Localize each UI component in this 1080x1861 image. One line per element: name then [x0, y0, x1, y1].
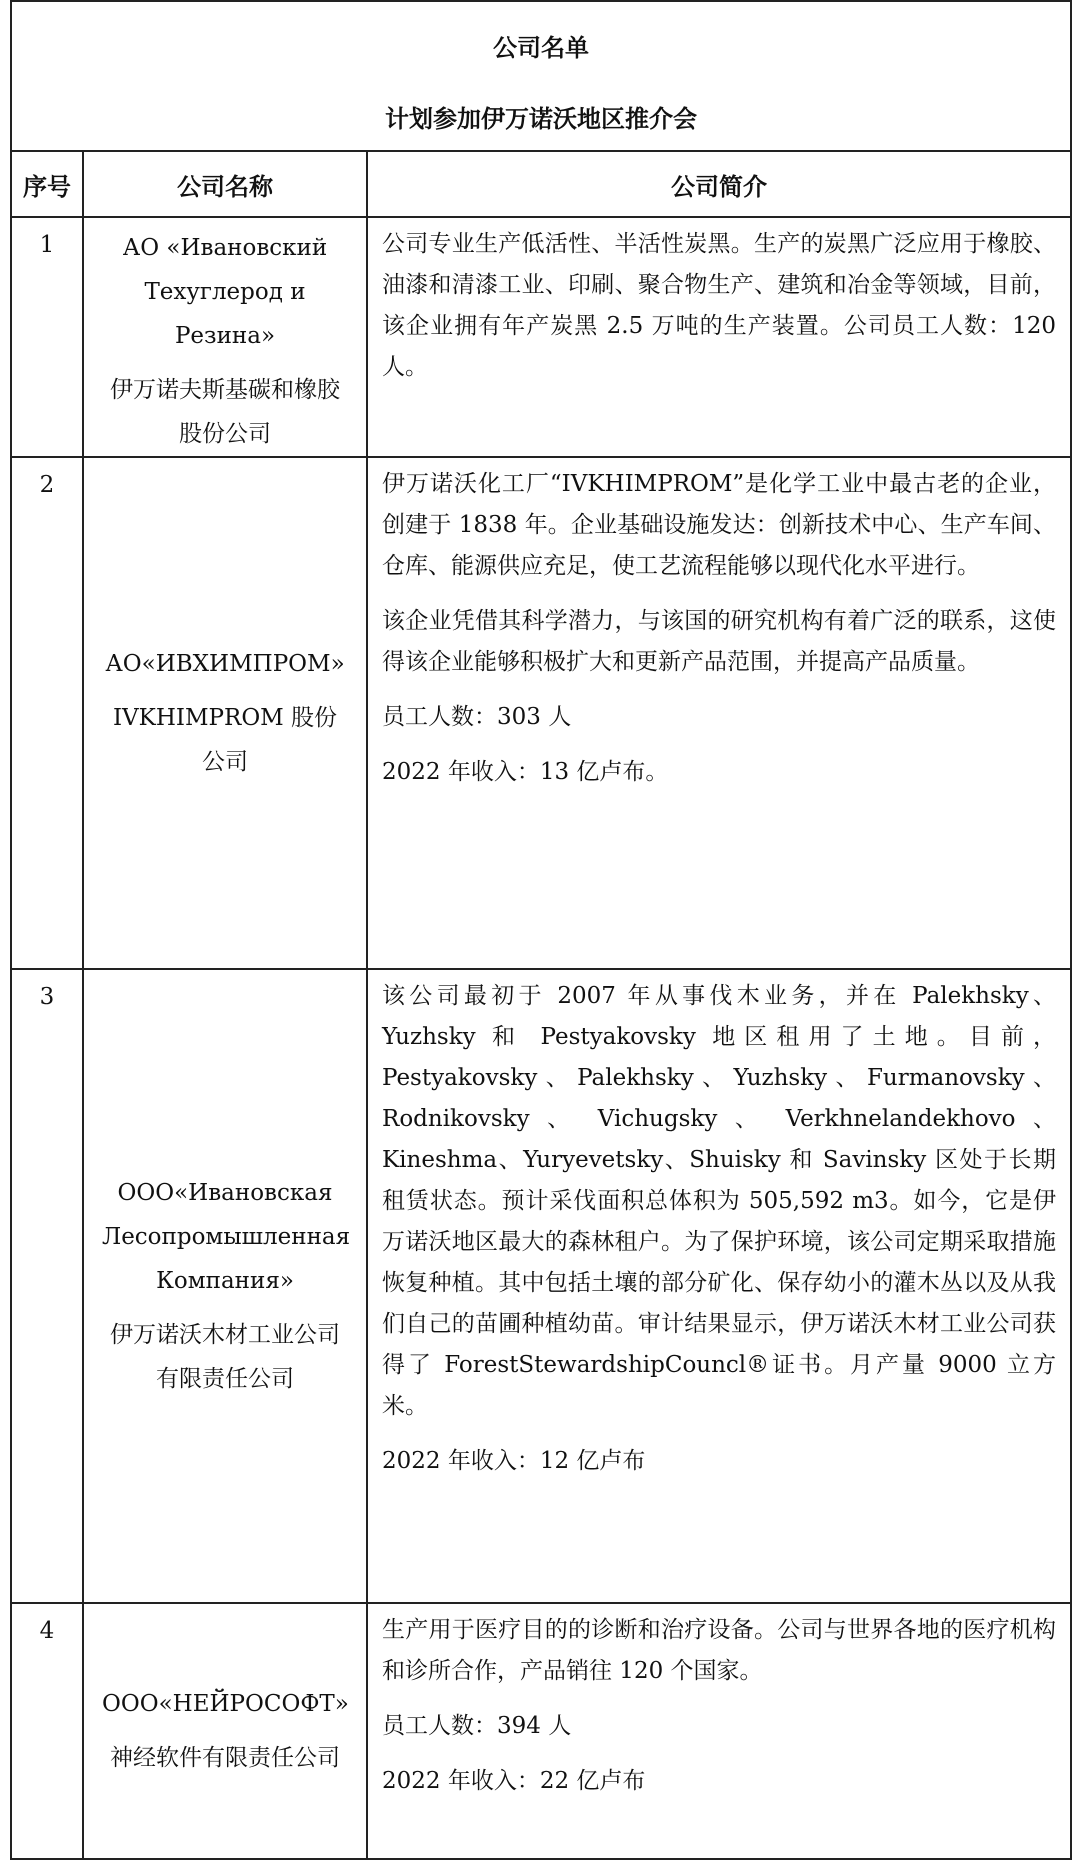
revenue-2022: 2022 年收入：12 亿卢布 — [382, 1448, 646, 1474]
company-table — [10, 0, 1072, 1860]
table-row — [11, 1603, 1071, 1859]
table-title: 公司名单 — [493, 34, 590, 62]
company-name-ru: ООО«НЕЙРОСОФТ» — [102, 1691, 349, 1717]
company-name-cn: 神经软件有限责任公司 — [110, 1745, 340, 1771]
table-row — [11, 969, 1071, 1603]
company-name-cell — [83, 217, 367, 457]
company-name-cn: 伊万诺沃木材工业公司有限责任公司 — [110, 1322, 340, 1392]
title-cell — [11, 1, 1071, 151]
company-name-ru: ООО«Ивановская Лесопромышленная Компания» — [102, 1180, 351, 1294]
description-paragraph: 该企业凭借其科学潜力，与该国的研究机构有着广泛的联系，这使得该企业能够积极扩大和更新产品范围，并提高产品质量。 — [382, 608, 1057, 675]
company-description — [367, 969, 1071, 1603]
row-number: 2 — [11, 457, 83, 969]
description-paragraph: 伊万诺沃化工厂“IVKHIMPROM”是化学工业中最古老的企业，创建于 1838 年。企业基础设施发达：创新技术中心、生产车间、仓库、能源供应充足，使工艺流程能够以现代化水平进行。 — [382, 471, 1057, 579]
company-description — [367, 1603, 1071, 1859]
revenue-2022: 2022 年收入：22 亿卢布 — [382, 1768, 646, 1794]
employee-count: 员工人数：303 人 — [382, 704, 572, 730]
table-row — [11, 217, 1071, 457]
row-number: 4 — [11, 1603, 83, 1859]
table-subtitle: 计划参加伊万诺沃地区推介会 — [385, 105, 698, 133]
column-header-no: 序号 — [11, 151, 83, 217]
title-row — [11, 1, 1071, 151]
column-header-name: 公司名称 — [83, 151, 367, 217]
table-row — [11, 457, 1071, 969]
company-description — [367, 457, 1071, 969]
header-row — [11, 151, 1071, 217]
revenue-2022: 2022 年收入：13 亿卢布。 — [382, 759, 669, 785]
company-name-ru: АО «Ивановский Техуглерод и Резина» — [122, 235, 328, 349]
document — [10, 0, 1070, 1860]
company-name-cn: IVKHIMPROM 股份公司 — [112, 705, 338, 775]
employee-count: 员工人数：394 人 — [382, 1713, 572, 1739]
company-name-cell — [83, 1603, 367, 1859]
row-number: 1 — [11, 217, 83, 457]
description-paragraph: 生产用于医疗目的的诊断和治疗设备。公司与世界各地的医疗机构和诊所合作，产品销往 120 个国家。 — [382, 1617, 1057, 1684]
description-paragraph: 公司专业生产低活性、半活性炭黑。生产的炭黑广泛应用于橡胶、油漆和清漆工业、印刷、聚合物生产、建筑和冶金等领域，目前，该企业拥有年产炭黑 2.5 万吨的生产装置。公司员工人数：120 人。 — [382, 231, 1057, 380]
description-paragraph: 该公司最初于 2007 年从事伐木业务，并在 Palekhsky、Yuzhsky 和 Pestyakovsky 地区租用了土地。目前，Pestyakovsky、Palekhsky、Yuzhsky、Furmanovsky、Rodnikovsky 、 Vichugsky 、 Verkhnelandekhovo 、Kineshma、Yuryevetsky、Shuisky 和 Savinsky 区处于长期租赁状态。预计采伐面积总体积为 505,592 m3。如今，它是伊万诺沃地区最大的森林租户。为了保护环境，该公司定期采取措施恢复种植。其中包括土壤的部分矿化、保存幼小的灌木丛以及从我们自己的苗圃种植幼苗。审计结果显示，伊万诺沃木材工业公司获得了 ForestStewardshipCouncl®证书。月产量 9000 立方米。 — [382, 983, 1057, 1419]
company-description — [367, 217, 1071, 457]
company-name-cn: 伊万诺夫斯基碳和橡胶股份公司 — [110, 377, 340, 447]
row-number: 3 — [11, 969, 83, 1603]
company-name-cell — [83, 969, 367, 1603]
column-header-desc: 公司简介 — [367, 151, 1071, 217]
company-name-cell — [83, 457, 367, 969]
company-name-ru: АО«ИВХИМПРОМ» — [105, 651, 345, 677]
